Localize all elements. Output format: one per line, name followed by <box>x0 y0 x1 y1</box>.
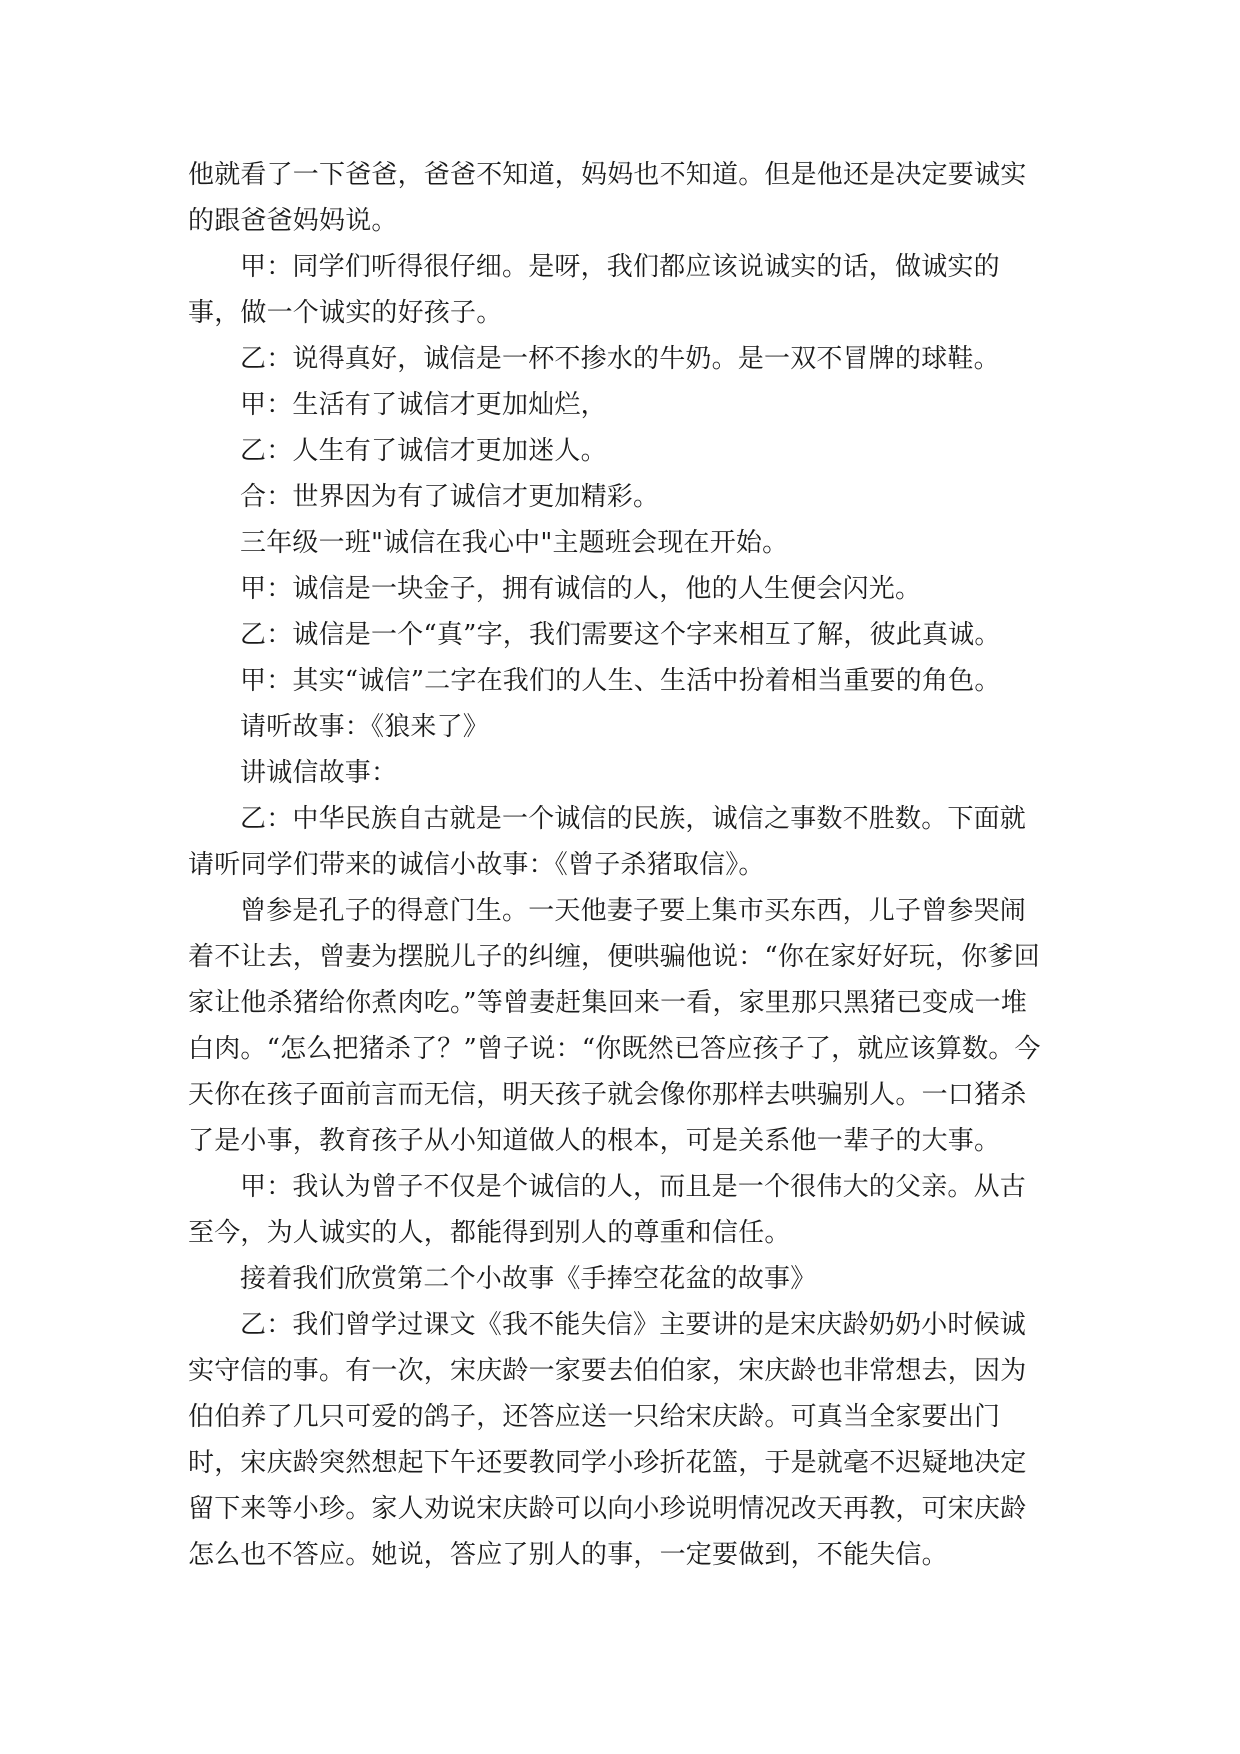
paragraph-2: 甲：同学们听得很仔细。是呀，我们都应该说诚实的话，做诚实的事，做一个诚实的好孩子。 <box>188 252 1000 328</box>
paragraph-15: 甲：我认为曾子不仅是个诚信的人，而且是一个很伟大的父亲。从古至今，为人诚实的人，都能得到别人的尊重和信任。 <box>188 1172 1027 1248</box>
paragraph-9: 乙：诚信是一个“真”字，我们需要这个字来相互了解，彼此真诚。 <box>240 620 1001 650</box>
paragraph-8: 甲：诚信是一块金子，拥有诚信的人，他的人生便会闪光。 <box>240 574 922 604</box>
paragraph-17: 乙：我们曾学过课文《我不能失信》主要讲的是宋庆龄奶奶小时候诚实守信的事。有一次，宋庆龄一家要去伯伯家，宋庆龄也非常想去，因为伯伯养了几只可爱的鸽子，还答应送一只给宋庆龄。可真当全家要出门时，宋庆龄突然想起下午还要教同学小珍折花篮，于是就毫不迟疑地决定留下来等小珍。家人劝说宋庆龄可以向小珍说明情况改天再教，可宋庆龄怎么也不答应。她说，答应了别人的事，一定要做到，不能失信。 <box>188 1310 1027 1570</box>
paragraph-4: 甲：生活有了诚信才更加灿烂， <box>240 390 607 420</box>
paragraph-3: 乙：说得真好，诚信是一杯不掺水的牛奶。是一双不冒牌的球鞋。 <box>240 344 1000 374</box>
paragraph-1: 他就看了一下爸爸，爸爸不知道，妈妈也不知道。但是他还是决定要诚实的跟爸爸妈妈说。 <box>188 160 1027 236</box>
paragraph-5: 乙：人生有了诚信才更加迷人。 <box>240 436 607 466</box>
paragraph-13: 乙：中华民族自古就是一个诚信的民族，诚信之事数不胜数。下面就请听同学们带来的诚信小故事：《曾子杀猪取信》。 <box>188 804 1027 880</box>
paragraph-14: 曾参是孔子的得意门生。一天他妻子要上集市买东西，儿子曾参哭闹着不让去，曾妻为摆脱儿子的纠缠，便哄骗他说：“你在家好好玩，你爹回家让他杀猪给你煮肉吃。”等曾妻赶集回来一看，家里那只黑猪已变成一堆白肉。“怎么把猪杀了？”曾子说：“你既然已答应孩子了，就应该算数。今天你在孩子面前言而无信，明天孩子就会像你那样去哄骗别人。一口猪杀了是小事，教育孩子从小知道做人的根本，可是关系他一辈子的大事。 <box>188 896 1041 1156</box>
paragraph-6: 合：世界因为有了诚信才更加精彩。 <box>240 482 660 512</box>
paragraph-7: 三年级一班"诚信在我心中"主题班会现在开始。 <box>240 528 789 558</box>
paragraph-10: 甲：其实“诚信”二字在我们的人生、生活中扮着相当重要的角色。 <box>240 666 1001 696</box>
paragraph-16: 接着我们欣赏第二个小故事《手捧空花盆的故事》 <box>240 1264 817 1294</box>
document-body <box>188 152 1052 1578</box>
paragraph-12: 讲诚信故事： <box>240 758 398 788</box>
paragraph-11: 请听故事：《狼来了》 <box>240 712 490 742</box>
